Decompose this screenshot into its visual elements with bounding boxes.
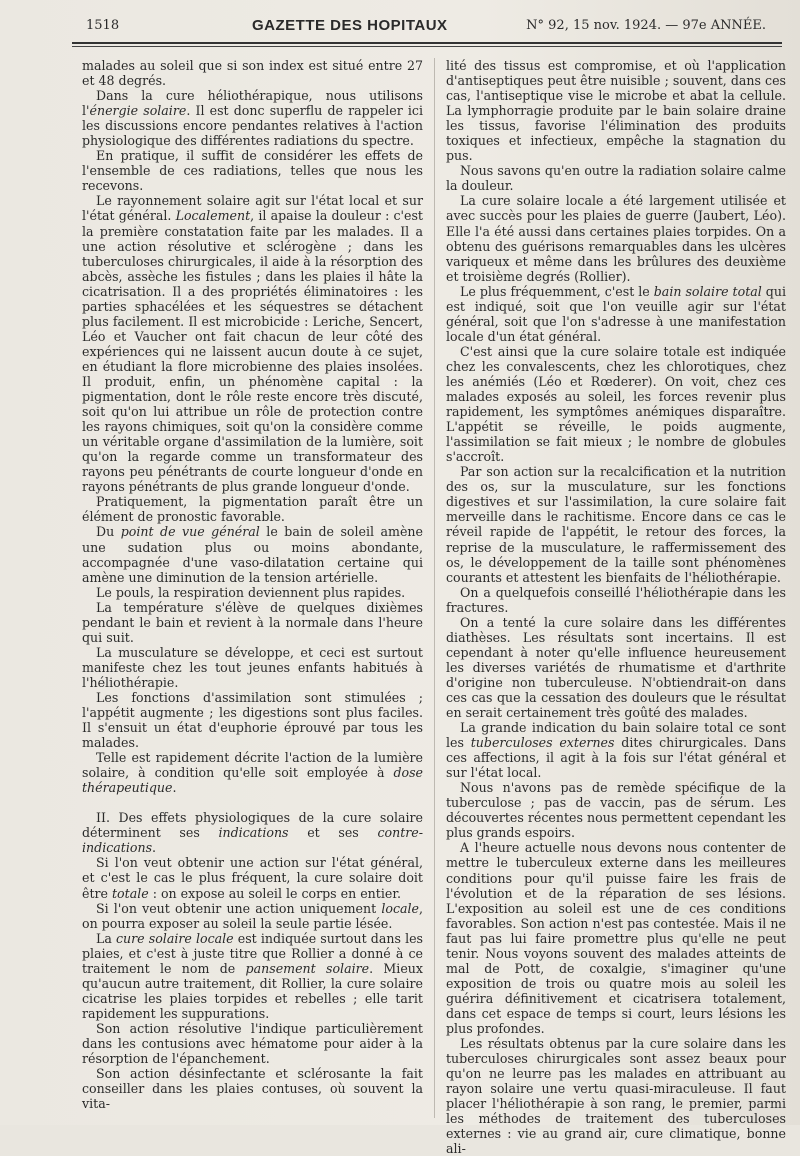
text-run: Du [96,524,121,540]
text-run: . [152,840,157,856]
text-run: le bain de soleil amène une sudation plus ou moins abondante, accompagnée d'une vaso-dilatation certaine qui amène une diminution de la tension artérielle. [82,524,423,585]
paragraph [82,524,423,584]
text-run: On a tenté la cure solaire dans les différentes diathèses. Les résultats sont incertains. Il est cependant à noter qu'elle influence heureusement les diverses variétés de rhumatisme et d'arthrite d'origine non tuberculeuse. N'obtiendrait-on dans ces cas que la cessation des douleurs que le résultat en serait certainement très goûté des malades. [446,614,786,721]
text-run: malades au soleil que si son index est situé entre 27 et 48 degrés. [82,58,423,89]
italic-text: cure solaire locale [116,930,234,946]
text-run: Le plus fréquemment, c'est le [460,283,654,299]
italic-text: indications [218,825,289,841]
text-run: La température s'élève de quelques dixièmes pendant le bain et revient à la normale dans l'heure qui suit. [82,599,423,645]
paragraph [446,1036,786,1156]
paragraph [82,855,423,900]
paragraph [82,600,423,645]
text-run: Nous savons qu'en outre la radiation solaire calme la douleur. [446,163,786,194]
text-run: Le rayonnement solaire agit sur l'état local et sur l'état général. [82,193,423,224]
paragraph [446,193,786,283]
italic-text: bain solaire total [653,283,762,299]
paragraph [446,58,786,163]
text-run: Son action désinfectante et sclérosante la fait conseiller dans les plaies contuses, où souvent la vita- [82,1066,423,1112]
paragraph [82,58,423,88]
issue-info: N° 92, 15 nov. 1924. — 97e ANNÉE. [526,18,766,33]
header-rule [72,42,782,44]
paragraph [82,148,423,193]
paragraph [82,1066,423,1111]
text-run: En pratique, il suffit de considérer les effets de l'ensemble de ces radiations, telles que nous les recevons. [82,148,423,194]
column-divider [434,58,435,1118]
paragraph [82,810,423,855]
text-run: La musculature se développe, et ceci est surtout manifeste chez les tout jeunes enfants habitués à l'héliothérapie. [82,644,423,690]
paragraph [446,840,786,1036]
italic-text: pansement solaire [245,960,370,976]
text-run: . [172,780,177,796]
paragraph [446,585,786,615]
text-run: Dans la cure héliothérapique, nous utilisons l' [82,88,423,119]
text-run: . Mieux qu'aucun autre traitement, dit Rollier, la cure solaire cicatrise les plaies torpides et rebelles ; elle tarit rapidement les suppurations. [82,960,424,1021]
text-run: On a quelquefois conseillé l'héliothérapie dans les fractures. [446,584,786,615]
text-run: lité des tissus est compromise, et où l'application d'antiseptiques peut être nuisible ; souvent, dans ces cas, l'antiseptique vise le microbe et abat la cellule. La lymphorragie produite par le bain solaire draine les tissus, favorise l'élimination des produits toxiques et infectieux, empêche la stagnation du pus. [446,58,786,164]
text-run: est indiquée surtout dans les plaies, et c'est à juste titre que Rollier a donné à ce traitement le nom de [82,930,424,976]
paragraph [446,344,786,464]
text-run: : on expose au soleil le corps en entier. [148,885,401,901]
italic-text: contre-indications [82,825,423,856]
text-run: Pratiquement, la pigmentation paraît être un élément de pronostic favorable. [82,494,423,525]
left-column [82,58,423,1111]
text-run: Son action résolutive l'indique particulièrement dans les contusions avec hématome pour aider à la résorption de l'épanchement. [82,1020,423,1067]
italic-text: Localement [175,208,251,224]
paragraph [446,780,786,840]
paragraph [446,464,786,584]
italic-text: totale [112,885,149,901]
text-run: Le pouls, la respiration deviennent plus rapides. [96,584,406,600]
paragraph [82,88,423,148]
text-run: Telle est rapidement décrite l'action de la lumière solaire, à condition qu'elle soit employée à [82,750,423,781]
paragraph [82,585,423,600]
paragraph [446,163,786,193]
paragraph [446,720,786,780]
text-run: , on pourra exposer au soleil la seule partie lésée. [82,900,423,931]
text-run: La cure solaire locale a été largement utilisée et avec succès pour les plaies de guerre (Jaubert, Léo). Elle l'a été aussi dans certaines plaies torpides. On a obtenu des guérisons remarquables dans les ulcères variqueux et même dans les brûlures des deuxième et troisième degrés (Rollier). [446,193,786,284]
paragraph [82,494,423,524]
text-run: La [96,930,116,946]
text-run: Les fonctions d'assimilation sont stimulées ; l'appétit augmente ; les digestions sont plus faciles. Il s'ensuit un état d'euphorie éprouvé par tous les malades. [82,689,423,751]
right-column [446,58,786,1156]
page-header [72,12,780,42]
paragraph [82,901,423,931]
text-run: II. Des effets physiologiques de la cure solaire déterminent ses [82,810,423,841]
paragraph [82,690,423,750]
text-run: Par son action sur la recalcification et la nutrition des os, sur la musculature, sur les fonctions digestives et sur l'assimilation, la cure solaire fait merveille dans le rachitisme. Encore dans ce cas le réveil rapide de l'appétit, le retour des forces, la reprise de la musculature, le raffermissement des os, le développement de la taille sont phénomènes courants et attestent les bienfaits de l'héliothérapie. [446,464,786,585]
text-run: Les résultats obtenus par la cure solaire dans les tuberculoses chirurgicales sont assez beaux pour qu'on ne leurre pas les malades en attribuant au rayon solaire une vertu quasi-miraculeuse. Il faut placer l'héliothérapie à son rang, le premier, parmi les méthodes de traitement des tuberculoses externes : vie au grand air, cure climatique, bonne ali- [446,1036,786,1156]
paragraph [82,750,423,795]
paragraph [82,931,423,1021]
text-run: qui est indiqué, soit que l'on veuille agir sur l'état général, soit que l'on s'adresse à une manifestation locale d'un état général. [446,283,787,344]
text-run: Si l'on veut obtenir une action uniquement [96,900,382,916]
italic-text: locale [381,900,419,916]
italic-text: énergie solaire [89,103,187,119]
paragraph [446,615,786,720]
italic-text: dose thérapeutique [82,765,423,796]
text-run: A l'heure actuelle nous devons nous contenter de mettre le tuberculeux externe dans les meilleures conditions pour qu'il puisse faire les frais de l'évolution et de la réparation de ses lésions. L'exposition au soleil est une de ces conditions favorables. Son action n'est pas contestée. Mais il ne faut pas lui faire promettre plus qu'elle ne peut tenir. Nous voyons souvent des malades atteints de mal de Pott, de coxalgie, s'imaginer qu'une exposition de trois ou quatre mois au soleil les guérira définitivement et cicatrisera totalement, dans cet espace de temps si court, leurs lésions les plus profondes. [446,840,786,1036]
text-run: , il apaise la douleur : c'est la première constatation faite par les malades. Il a une action résolutive et sclérogène ; dans les tuberculoses chirurgicales, il aide à la résorption des abcès, assèche les fistules ; dans les plaies il hâte la cicatrisation. Il a des propriétés éliminatoires : les parties sphacélées et les séquestres se détachent plus facilement. Il est microbicide : Leriche, Sencert, Léo et Vaucher ont fait chacun de leur côté des expériences qui ne laissent aucun doute à ce sujet, en étudiant la flore microbienne des plaies insolées. Il produit, enfin, un phénomène capital : la pigmentation, dont le rôle reste encore très discuté, soit qu'on lui attribue un rôle de protection contre les rayons chimiques, soit qu'on la considère comme un véritable organe d'assimilation de la lumière, soit qu'on la regarde comme un transformateur des rayons peu pénétrants de courte longueur d'onde en rayons pénétrants de plus grande longueur d'onde. [82,208,423,495]
page-number: 1518 [86,18,120,33]
paragraph [82,193,423,494]
text-run: C'est ainsi que la cure solaire totale est indiquée chez les convalescents, chez les chlorotiques, chez les anémiés (Léo et Rœderer). On voit, chez ces malades exposés au soleil, les forces revenir plus rapidement, les symptômes anémiques disparaître. L'appétit se réveille, le poids augmente, l'assimilation se fait mieux ; le nombre de globules s'accroît. [446,343,786,465]
text-run: Si l'on veut obtenir une action sur l'état général, et c'est le cas le plus fréquent, la cure solaire doit être [82,855,423,901]
paragraph [82,1021,423,1066]
paragraph [82,645,423,690]
text-run: . Il est donc superflu de rappeler ici les discussions encore pendantes relatives à l'action physiologique des différentes radiations du spectre. [82,103,423,149]
paragraph [446,284,786,344]
journal-title: GAZETTE DES HOPITAUX [252,17,448,34]
text-run: dites chirurgicales. Dans ces affections, il agit à la fois sur l'état général et sur l'état local. [446,735,786,781]
italic-text: tuberculoses externes [470,735,615,751]
text-run: La grande indication du bain solaire total ce sont les [446,720,786,751]
header-rule-thin [72,46,782,47]
italic-text: point de vue général [120,524,260,540]
text-run: et ses [288,825,378,841]
text-run: Nous n'avons pas de remède spécifique de la tuberculose ; pas de vaccin, pas de sérum. Les découvertes récentes nous permettent cependant les plus grands espoirs. [446,780,786,841]
